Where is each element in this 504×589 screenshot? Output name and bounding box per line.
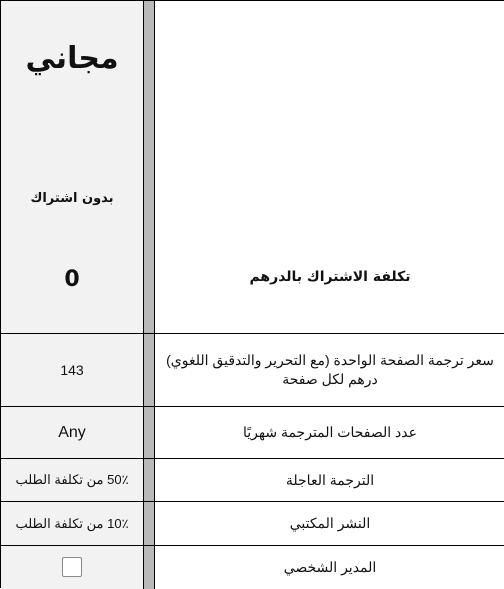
row-value-personal-manager bbox=[1, 546, 143, 588]
plan-subtitle: بدون اشتراك bbox=[30, 191, 114, 206]
row-label-page-price: سعر ترجمة الصفحة الواحدة (مع التحرير والتدقيق اللغوي) درهم لكل صفحة bbox=[166, 352, 494, 387]
row-value-urgent-translation: 50٪ من تكلفة الطلب bbox=[15, 472, 129, 487]
personal-manager-checkbox[interactable] bbox=[62, 557, 82, 577]
row-label-desktop-publishing: النشر المكتبي bbox=[289, 515, 371, 531]
row-label-urgent-translation: الترجمة العاجلة bbox=[285, 471, 375, 488]
row-value-page-price: 143 bbox=[60, 362, 84, 378]
cost-label: تكلفة الاشتراك بالدرهم bbox=[249, 269, 411, 285]
plan-price: 0 bbox=[64, 267, 80, 292]
plan-name: مجاني bbox=[25, 41, 119, 76]
row-value-desktop-publishing: 10٪ من تكلفة الطلب bbox=[15, 515, 129, 531]
row-label-pages-monthly: عدد الصفحات المترجمة شهريًا bbox=[243, 424, 417, 440]
row-value-pages-monthly: Any bbox=[58, 423, 86, 441]
row-label-personal-manager: المدير الشخصي bbox=[283, 558, 377, 575]
